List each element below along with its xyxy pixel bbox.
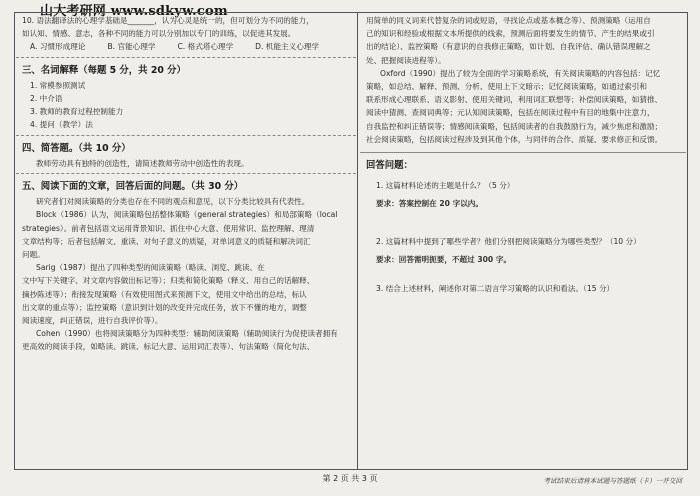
passage-line: 自我监控和纠正错误等；情感阅读策略，包括阅读者的自我鼓励行为，减少焦虑和激励；: [366, 121, 663, 131]
passage-line: 研究者们对阅读策略的分类也存在不同的观点和意见，以下分类比较具有代表性。: [36, 197, 310, 207]
question-2-requirement: 要求：回答需明扼要，不超过 300 字。: [376, 254, 512, 264]
passage-line: 问题。: [22, 250, 45, 260]
passage-line: 摘抄陈述等）；衔接发现策略（有效使用图式来预测下文，使用文中给出的总结，标认: [22, 289, 307, 299]
term-item-4: 4. 提问（教学）法: [30, 120, 93, 130]
passage-line: 用简单的同义词来代替复杂的词或短语，寻找论点或基本概念等）、预测策略（运用自: [366, 16, 651, 25]
passage-line: 阅读速度，纠正错误，进行自我评价等）。: [22, 316, 163, 326]
question-1-requirement: 要求：答案控制在 20 字以内。: [376, 199, 483, 209]
passage-line: Block（1986）认为，阅读策略包括整体策略（general strategies）和局部策略（local: [36, 210, 338, 220]
passage-line: 更高效的阅读手段，如略读、跳读、标记大意、运用词汇表等）、句法策略（简化句法、: [22, 342, 315, 352]
answer-separator: [360, 152, 686, 153]
section-separator: [16, 57, 356, 58]
left-column: [22, 14, 350, 354]
passage-line: 出文章的重点等）；监控策略（意识到计划的改变并完成任务，放下不懂的地方，调整: [22, 302, 307, 312]
short-answer-question: 教师劳动具有独特的创造性，请简述教师劳动中创造性的表现。: [36, 158, 249, 168]
question-3: 3. 结合上述材料，阐述你对第二语言学习策略的认识和看法。（15 分）: [376, 284, 615, 294]
passage-line: 阅读中猜测、查阅词典等；元认知阅读策略，包括在阅读过程中有目的地集中注意力，: [366, 108, 655, 118]
q10-stem-line-1: 10. 语法翻译法的心理学基础是_______，认为心灵是统一的，但可划分为不同的能力，: [22, 16, 314, 25]
section-separator: [16, 173, 356, 174]
q10-option-d: D. 机能主义心理学: [255, 42, 320, 52]
passage-line: Sarig（1987）提出了四种类型的阅读策略（略读、浏览、跳读、在: [36, 263, 265, 273]
section-separator: [16, 135, 356, 136]
right-column: [366, 14, 680, 295]
q10-options: [22, 40, 350, 53]
passage-line: 文中写下关键字、对文章内容做出标记等）；归类和简化策略（释义、用自己的话解释、: [22, 276, 315, 286]
section-5-title: 五、阅读下面的文章，回答后面的问题。（共 30 分）: [22, 181, 244, 193]
passage-line: 出的结论）、监控策略（有意识的自我修正策略，如计划、自我评估、确认错误理解之: [366, 42, 651, 52]
passage-line: 文章结构等；后者包括解文、重读、对句子意义的质疑，对单词意义的质疑和解决词汇: [22, 236, 311, 246]
section-3-title: 三、名词解释（每题 5 分，共 20 分）: [22, 64, 186, 76]
question-1: 1. 这篇材料论述的主题是什么？（5 分）: [376, 181, 515, 191]
passage-line: 己的知识和经验或根据文本所提供的线索，预测后面将要发生的情节、产生的结果或引: [366, 29, 655, 39]
footer-note: 考试结束后请将本试题与答题纸（卡）一并交回: [543, 477, 682, 485]
column-divider: [357, 12, 358, 469]
passage-line: Cohen（1990）也将阅读策略分为四种类型：辅助阅读策略（辅助阅读行为促使读者拥有: [36, 329, 338, 339]
term-item-1: 1. 常模参照测试: [30, 80, 86, 90]
passage-line: Oxford（1990）提出了较为全面的学习策略系统，有关阅读策略的内容包括：记忆: [380, 68, 661, 78]
passage-line: 策略，如总结、解释、预测、分析、使用上下文暗示；记忆阅读策略，如通过索引和: [366, 82, 647, 92]
passage-line: 联系形成心理联系、语义影射、使用关键词，利用词汇联想等；补偿阅读策略，如猜推、: [366, 95, 663, 105]
q10-option-b: B. 官能心理学: [107, 42, 156, 52]
passage-line: 社会阅读策略，包括阅读过程涉及到其他个体，与同伴的合作、质疑、要求修正和反馈。: [366, 134, 663, 144]
page-number: 第 2 页 共 3 页: [322, 474, 378, 483]
term-item-2: 2. 中介语: [30, 94, 63, 104]
q10-option-a: A. 习惯形成理论: [30, 42, 86, 52]
passage-line: 处、把握阅读进程等）。: [366, 55, 446, 65]
watermark: 山大考研网 www.sdkyw.com: [40, 4, 228, 19]
question-2: 2. 这篇材料中提到了哪些学者？他们分别把阅读策略分为哪些类型？（10 分）: [376, 236, 641, 246]
q10-option-c: C. 格式塔心理学: [177, 42, 234, 52]
term-item-3: 3. 教师的教育过程控制能力: [30, 107, 124, 117]
section-4-title: 四、简答题。（共 10 分）: [22, 142, 131, 154]
answer-heading: 回答问题：: [366, 160, 413, 172]
passage-line: strategies）。前者包括语文运用背景知识、抓住中心大意、使用常识、监控理解、理清: [22, 223, 315, 233]
q10-stem-line-2: 如认知、情感、意志，各种不同的能力可以分别加以专门的训练，以促进其发展。: [22, 29, 296, 39]
